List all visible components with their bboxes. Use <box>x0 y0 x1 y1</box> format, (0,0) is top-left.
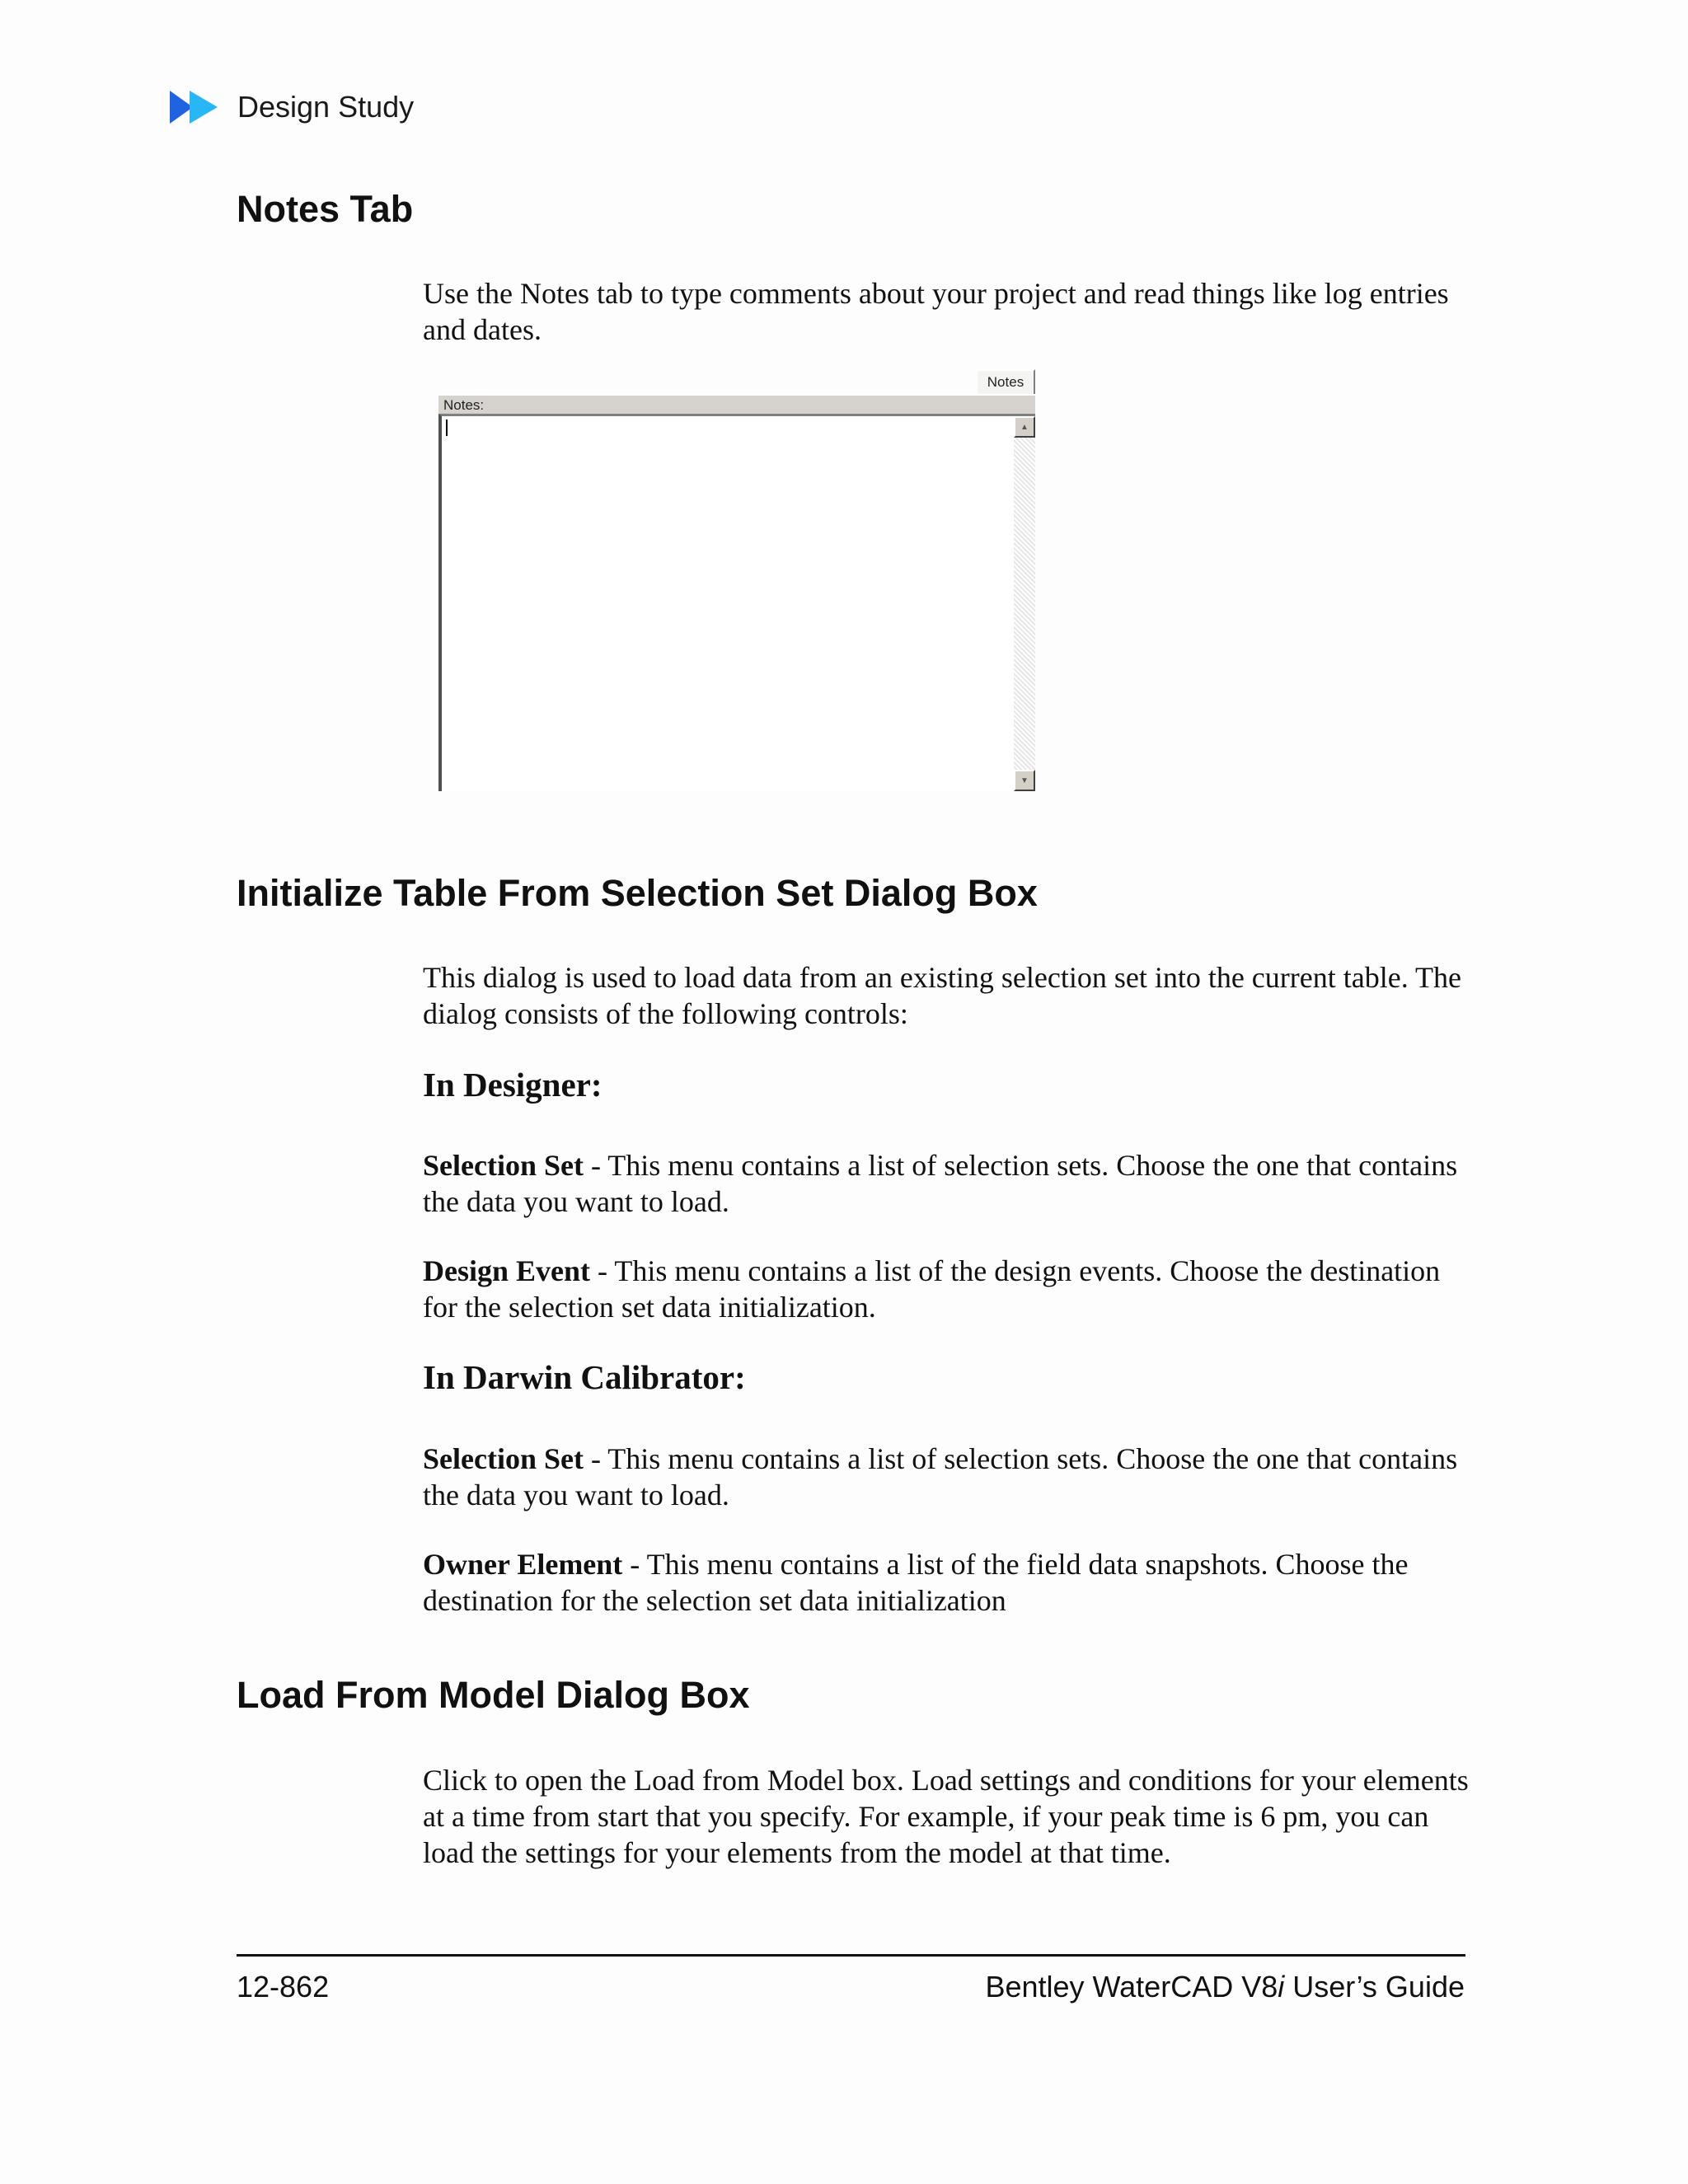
definition: - This menu contains a list of selection sets. Choose the one that contains the data you want to load. <box>423 1149 1458 1218</box>
page-number: 12-862 <box>237 1970 330 2004</box>
notes-tab-paragraph: Use the Notes tab to type comments about your project and read things like log entries and dates. <box>423 277 1449 346</box>
term: Owner Element <box>423 1548 623 1581</box>
notes-panel-body <box>438 394 1035 790</box>
darwin-heading: In Darwin Calibrator: <box>423 1358 746 1396</box>
scroll-up-button[interactable] <box>1014 416 1035 438</box>
term: Design Event <box>423 1254 591 1287</box>
init-table-intro: This dialog is used to load data from an existing selection set into the current table. The dialog consists of the following controls: <box>423 961 1462 1030</box>
double-arrow-icon <box>170 89 223 125</box>
designer-selection-set <box>423 1147 1470 1220</box>
term: Selection Set <box>423 1149 584 1182</box>
arrow-up-icon: ▲ <box>1020 422 1029 432</box>
scroll-down-button[interactable] <box>1014 770 1035 791</box>
arrow-down-icon: ▼ <box>1020 776 1029 785</box>
text-caret <box>446 419 448 436</box>
load-model-paragraph: Click to open the Load from Model box. Load settings and conditions for your elements at a time from start that you specify. For example, if your peak time is 6 pm, you can load the settings for your elements from the model at that time. <box>423 1764 1469 1869</box>
notes-field-label: Notes: <box>443 397 485 413</box>
section-title: Design Study <box>237 90 415 124</box>
guide-title <box>985 1970 1465 2004</box>
init-table-heading: Initialize Table From Selection Set Dialog Box <box>237 872 1038 914</box>
notes-tab[interactable]: Notes <box>976 369 1035 394</box>
designer-heading: In Designer: <box>423 1066 603 1104</box>
running-header <box>170 89 414 125</box>
notes-tab-screenshot <box>438 369 1035 790</box>
guide-title-italic: i <box>1278 1970 1285 2004</box>
guide-title-prefix: Bentley WaterCAD V8 <box>985 1970 1278 2004</box>
notes-textarea[interactable] <box>438 414 1035 791</box>
darwin-selection-set <box>423 1441 1470 1513</box>
load-model-heading: Load From Model Dialog Box <box>237 1674 750 1716</box>
definition: - This menu contains a list of the field data snapshots. Choose the destination for the selection set data initialization <box>423 1548 1409 1617</box>
darwin-owner-element <box>423 1546 1470 1619</box>
term: Selection Set <box>423 1442 584 1475</box>
footer-rule <box>237 1954 1465 1957</box>
definition: - This menu contains a list of the design events. Choose the destination for the selection set data initialization. <box>423 1254 1441 1324</box>
vertical-scrollbar[interactable] <box>1014 416 1035 791</box>
definition: - This menu contains a list of selection sets. Choose the one that contains the data you want to load. <box>423 1442 1458 1511</box>
notes-tab-heading: Notes Tab <box>237 188 414 230</box>
guide-title-suffix: User’s Guide <box>1284 1970 1465 2004</box>
designer-design-event <box>423 1253 1470 1325</box>
